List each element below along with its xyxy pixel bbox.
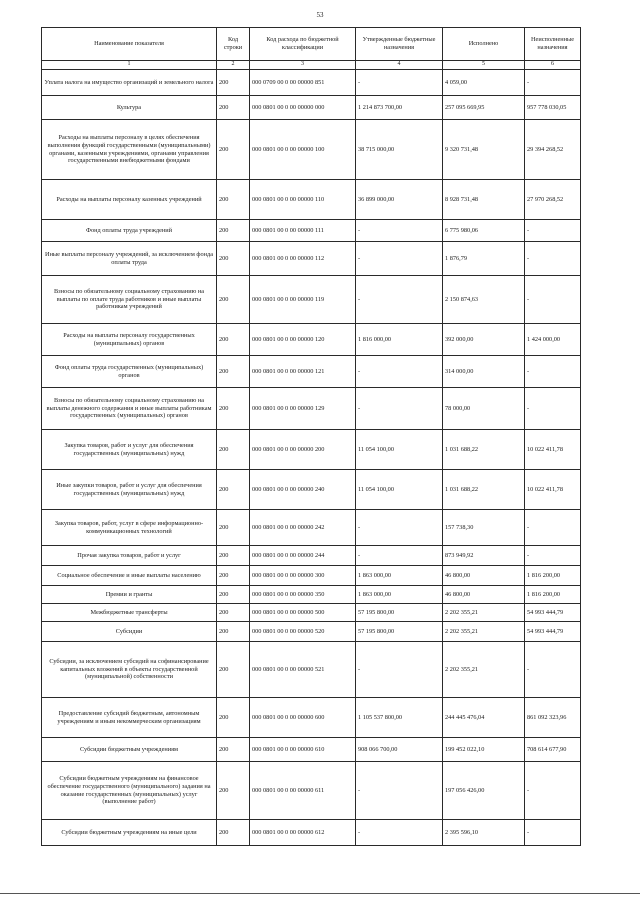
row-approved: -: [356, 220, 443, 242]
row-approved: 1 105 537 800,00: [356, 698, 443, 738]
row-executed: 2 202 355,21: [443, 622, 525, 642]
table-row: [42, 566, 581, 586]
row-code: 200: [217, 738, 250, 762]
row-name: Иные закупки товаров, работ и услуг для обеспечения государственных (муниципальных) нужд: [42, 470, 217, 510]
row-kbk: 000 0801 00 0 00 00000 100: [250, 120, 356, 180]
row-name: Межбюджетные трансферты: [42, 604, 217, 622]
row-kbk: 000 0801 00 0 00 00000 200: [250, 430, 356, 470]
row-kbk: 000 0801 00 0 00 00000 600: [250, 698, 356, 738]
row-approved: 1 816 000,00: [356, 324, 443, 356]
row-code: 200: [217, 510, 250, 546]
column-number: 1: [42, 61, 217, 70]
row-unexecuted: 1 424 000,00: [525, 324, 581, 356]
row-unexecuted: -: [525, 70, 581, 96]
row-kbk: 000 0801 00 0 00 00000 300: [250, 566, 356, 586]
table-row: [42, 470, 581, 510]
row-approved: -: [356, 70, 443, 96]
table-row: [42, 430, 581, 470]
row-kbk: 000 0801 00 0 00 00000 521: [250, 642, 356, 698]
row-kbk: 000 0801 00 0 00 00000 520: [250, 622, 356, 642]
row-executed: 2 395 596,10: [443, 820, 525, 846]
row-unexecuted: -: [525, 642, 581, 698]
table-row: [42, 180, 581, 220]
row-name: Субсидии: [42, 622, 217, 642]
row-name: Субсидии, за исключением субсидий на софинансирование капитальных вложений в объекты государственной (муниципальной) собственности: [42, 642, 217, 698]
table-row: [42, 642, 581, 698]
table-row: [42, 242, 581, 276]
row-approved: -: [356, 642, 443, 698]
row-name: Фонд оплаты труда учреждений: [42, 220, 217, 242]
row-kbk: 000 0801 00 0 00 00000 242: [250, 510, 356, 546]
header-row: [42, 28, 581, 61]
row-code: 200: [217, 276, 250, 324]
row-executed: 314 000,00: [443, 356, 525, 388]
row-kbk: 000 0801 00 0 00 00000 610: [250, 738, 356, 762]
row-approved: -: [356, 242, 443, 276]
row-name: Взносы по обязательному социальному страхованию на выплаты по оплате труда работников и иные выплаты работникам учреждений: [42, 276, 217, 324]
row-name: Субсидии бюджетным учреждениям на финансовое обеспечение государственного (муниципального) задания на оказание государственных (муниципальных) услуг (выполнение работ): [42, 762, 217, 820]
row-code: 200: [217, 604, 250, 622]
row-name: Расходы на выплаты персоналу казенных учреждений: [42, 180, 217, 220]
table-row: [42, 120, 581, 180]
row-kbk: 000 0801 00 0 00 00000 000: [250, 96, 356, 120]
row-kbk: 000 0801 00 0 00 00000 240: [250, 470, 356, 510]
row-approved: 1 214 873 700,00: [356, 96, 443, 120]
row-kbk: 000 0801 00 0 00 00000 112: [250, 242, 356, 276]
row-approved: 11 054 100,00: [356, 430, 443, 470]
header-unexecuted: Неисполненные назначения: [525, 28, 581, 61]
row-name: Прочая закупка товаров, работ и услуг: [42, 546, 217, 566]
table-row: [42, 622, 581, 642]
row-executed: 1 031 688,22: [443, 470, 525, 510]
row-unexecuted: 861 092 323,96: [525, 698, 581, 738]
row-kbk: 000 0709 00 0 00 00000 851: [250, 70, 356, 96]
row-code: 200: [217, 430, 250, 470]
budget-execution-table: [41, 27, 581, 846]
row-kbk: 000 0801 00 0 00 00000 110: [250, 180, 356, 220]
row-code: 200: [217, 120, 250, 180]
row-code: 200: [217, 642, 250, 698]
row-name: Расходы на выплаты персоналу в целях обеспечения выполнения функций государственными (муниципальными) органами, казенными учреждениями, органами управления государственными внебюджетными фондами: [42, 120, 217, 180]
table-row: [42, 820, 581, 846]
row-executed: 4 059,00: [443, 70, 525, 96]
table-row: [42, 324, 581, 356]
row-executed: 6 775 980,06: [443, 220, 525, 242]
row-executed: 197 056 426,00: [443, 762, 525, 820]
page-bottom-rule: [0, 893, 640, 894]
row-executed: 257 095 669,95: [443, 96, 525, 120]
column-number: 3: [250, 61, 356, 70]
row-name: Иные выплаты персоналу учреждений, за исключением фонда оплаты труда: [42, 242, 217, 276]
header-approved: Утвержденные бюджетные назначения: [356, 28, 443, 61]
row-code: 200: [217, 546, 250, 566]
row-name: Фонд оплаты труда государственных (муниципальных) органов: [42, 356, 217, 388]
table-row: [42, 546, 581, 566]
row-code: 200: [217, 698, 250, 738]
row-kbk: 000 0801 00 0 00 00000 120: [250, 324, 356, 356]
row-code: 200: [217, 96, 250, 120]
row-approved: -: [356, 388, 443, 430]
table-row: [42, 762, 581, 820]
row-kbk: 000 0801 00 0 00 00000 129: [250, 388, 356, 430]
row-approved: -: [356, 510, 443, 546]
table-row: [42, 220, 581, 242]
column-number: 5: [443, 61, 525, 70]
row-executed: 2 202 355,21: [443, 604, 525, 622]
page-number: 53: [316, 11, 324, 19]
row-code: 200: [217, 356, 250, 388]
row-name: Взносы по обязательному социальному страхованию на выплаты денежного содержания и иные выплаты работникам государственных (муниципальных) органов: [42, 388, 217, 430]
column-number: 6: [525, 61, 581, 70]
row-approved: 11 054 100,00: [356, 470, 443, 510]
row-executed: 9 320 731,48: [443, 120, 525, 180]
row-unexecuted: 27 970 268,52: [525, 180, 581, 220]
row-code: 200: [217, 388, 250, 430]
row-unexecuted: 54 993 444,79: [525, 622, 581, 642]
row-executed: 1 031 688,22: [443, 430, 525, 470]
column-number: 2: [217, 61, 250, 70]
row-approved: 38 715 000,00: [356, 120, 443, 180]
row-unexecuted: -: [525, 388, 581, 430]
row-unexecuted: 10 022 411,78: [525, 470, 581, 510]
row-unexecuted: -: [525, 220, 581, 242]
row-approved: 908 066 700,00: [356, 738, 443, 762]
row-executed: 46 800,00: [443, 586, 525, 604]
column-number: 4: [356, 61, 443, 70]
row-approved: 57 195 800,00: [356, 622, 443, 642]
row-unexecuted: 1 816 200,00: [525, 566, 581, 586]
table-row: [42, 356, 581, 388]
table-row: [42, 698, 581, 738]
row-kbk: 000 0801 00 0 00 00000 350: [250, 586, 356, 604]
table-row: [42, 276, 581, 324]
row-approved: -: [356, 276, 443, 324]
table-row: [42, 388, 581, 430]
row-name: Уплата налога на имущество организаций и земельного налога: [42, 70, 217, 96]
row-approved: -: [356, 762, 443, 820]
row-unexecuted: 54 993 444,79: [525, 604, 581, 622]
row-code: 200: [217, 820, 250, 846]
row-executed: 392 000,00: [443, 324, 525, 356]
row-unexecuted: -: [525, 356, 581, 388]
row-unexecuted: 957 778 030,05: [525, 96, 581, 120]
table-row: [42, 604, 581, 622]
row-unexecuted: 708 614 677,90: [525, 738, 581, 762]
row-name: Предоставление субсидий бюджетным, автономным учреждениям и иным некоммерческим организациям: [42, 698, 217, 738]
table-row: [42, 510, 581, 546]
row-unexecuted: -: [525, 510, 581, 546]
row-kbk: 000 0801 00 0 00 00000 244: [250, 546, 356, 566]
row-executed: 1 876,79: [443, 242, 525, 276]
row-code: 200: [217, 762, 250, 820]
row-executed: 873 949,92: [443, 546, 525, 566]
row-code: 200: [217, 180, 250, 220]
header-code: Код строки: [217, 28, 250, 61]
row-approved: -: [356, 356, 443, 388]
row-unexecuted: 1 816 200,00: [525, 586, 581, 604]
header-name: Наименование показателя: [42, 28, 217, 61]
row-code: 200: [217, 324, 250, 356]
row-kbk: 000 0801 00 0 00 00000 500: [250, 604, 356, 622]
row-unexecuted: -: [525, 762, 581, 820]
row-executed: 8 928 731,48: [443, 180, 525, 220]
row-unexecuted: -: [525, 820, 581, 846]
row-name: Премии и гранты: [42, 586, 217, 604]
row-approved: -: [356, 546, 443, 566]
row-name: Субсидии бюджетным учреждениям на иные цели: [42, 820, 217, 846]
table-body: [42, 70, 581, 846]
row-name: Субсидии бюджетным учреждениям: [42, 738, 217, 762]
row-unexecuted: -: [525, 546, 581, 566]
row-code: 200: [217, 70, 250, 96]
row-approved: 36 899 000,00: [356, 180, 443, 220]
row-code: 200: [217, 242, 250, 276]
row-name: Культура: [42, 96, 217, 120]
row-kbk: 000 0801 00 0 00 00000 111: [250, 220, 356, 242]
column-number-row: [42, 61, 581, 70]
row-unexecuted: -: [525, 276, 581, 324]
row-code: 200: [217, 220, 250, 242]
row-name: Закупка товаров, работ и услуг для обеспечения государственных (муниципальных) нужд: [42, 430, 217, 470]
row-name: Расходы на выплаты персоналу государственных (муниципальных) органов: [42, 324, 217, 356]
table-row: [42, 70, 581, 96]
row-approved: -: [356, 820, 443, 846]
row-executed: 2 202 355,21: [443, 642, 525, 698]
row-executed: 244 445 476,04: [443, 698, 525, 738]
row-code: 200: [217, 586, 250, 604]
row-executed: 199 452 022,10: [443, 738, 525, 762]
row-approved: 1 863 000,00: [356, 586, 443, 604]
row-kbk: 000 0801 00 0 00 00000 612: [250, 820, 356, 846]
row-kbk: 000 0801 00 0 00 00000 119: [250, 276, 356, 324]
row-unexecuted: 10 022 411,78: [525, 430, 581, 470]
row-name: Закупка товаров, работ, услуг в сфере информационно-коммуникационных технологий: [42, 510, 217, 546]
row-unexecuted: 29 394 268,52: [525, 120, 581, 180]
row-name: Социальное обеспечение и иные выплаты населению: [42, 566, 217, 586]
row-code: 200: [217, 470, 250, 510]
row-kbk: 000 0801 00 0 00 00000 611: [250, 762, 356, 820]
header-executed: Исполнено: [443, 28, 525, 61]
table-row: [42, 738, 581, 762]
row-code: 200: [217, 566, 250, 586]
row-kbk: 000 0801 00 0 00 00000 121: [250, 356, 356, 388]
row-approved: 57 195 800,00: [356, 604, 443, 622]
row-executed: 2 150 874,63: [443, 276, 525, 324]
row-unexecuted: -: [525, 242, 581, 276]
row-code: 200: [217, 622, 250, 642]
header-kbk: Код расхода по бюджетной классификации: [250, 28, 356, 61]
row-executed: 157 738,30: [443, 510, 525, 546]
row-approved: 1 863 000,00: [356, 566, 443, 586]
table-row: [42, 586, 581, 604]
table-row: [42, 96, 581, 120]
row-executed: 46 800,00: [443, 566, 525, 586]
row-executed: 78 000,00: [443, 388, 525, 430]
